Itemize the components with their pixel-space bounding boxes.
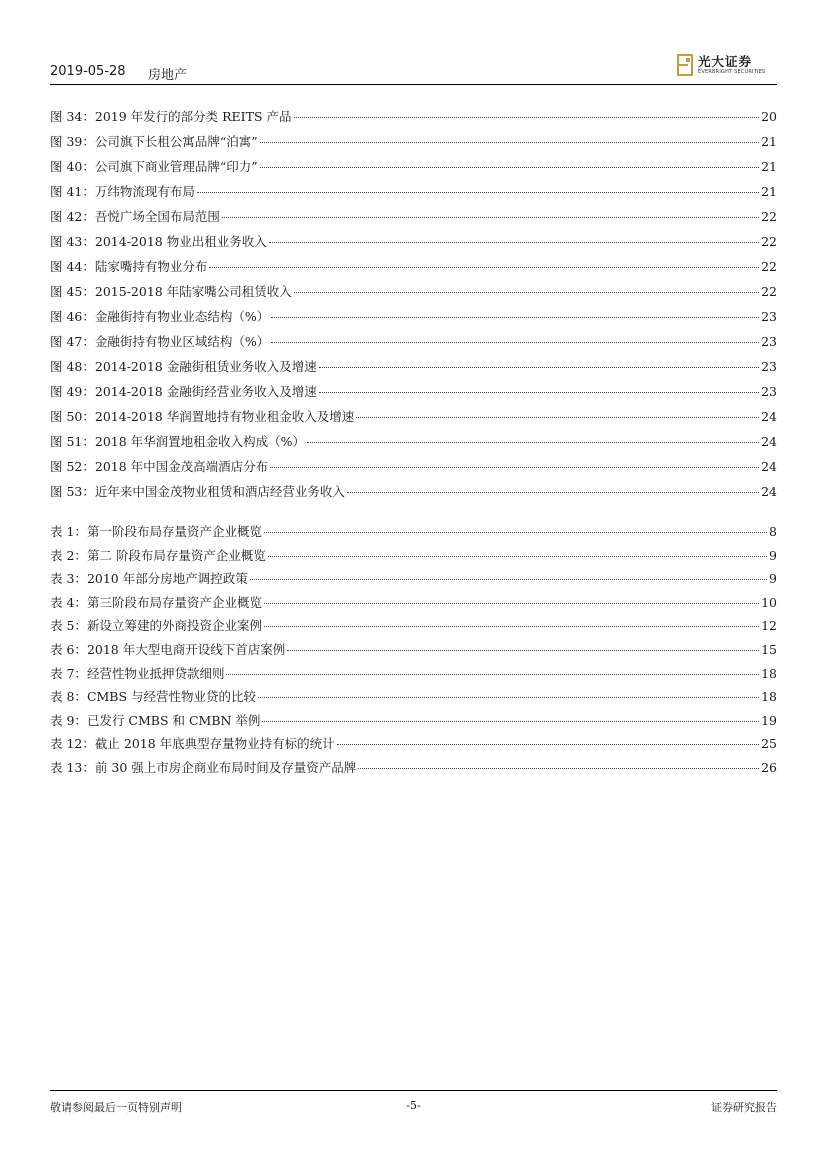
- toc-entry-title: 近年来中国金茂物业租赁和酒店经营业务收入: [94, 484, 345, 499]
- toc-entry-page: 9: [769, 571, 777, 587]
- toc-entry-page: 21: [761, 159, 777, 174]
- toc-entry-page: 23: [761, 359, 777, 374]
- toc-entry-title: 第三阶段布局存量资产企业概览: [86, 594, 262, 610]
- logo-english-name: EVERBRIGHT SECURITIES: [698, 69, 766, 75]
- figure-toc-entry[interactable]: [50, 454, 777, 479]
- toc-entry-page: 18: [761, 665, 777, 681]
- toc-leader-dots: [271, 342, 759, 343]
- toc-leader-dots: [260, 167, 759, 168]
- toc-entry-prefix: 图 50：: [50, 409, 95, 424]
- toc-entry-title: 吾悦广场全国布局范围: [94, 209, 220, 224]
- toc-entry-prefix: 图 47：: [50, 334, 95, 349]
- toc-leader-dots: [268, 556, 767, 557]
- toc-entry-page: 25: [761, 736, 777, 752]
- table-toc-entry[interactable]: [50, 638, 777, 662]
- toc-entry-prefix: 表 3：: [50, 571, 87, 587]
- toc-entry-page: 22: [761, 259, 777, 274]
- toc-entry-page: 20: [761, 109, 777, 124]
- toc-leader-dots: [319, 392, 759, 393]
- toc-entry-page: 23: [761, 309, 777, 324]
- report-type: 证券研究报告: [711, 1101, 777, 1114]
- toc-leader-dots: [264, 532, 767, 533]
- toc-entry-prefix: 图 41：: [50, 184, 95, 199]
- toc-entry-title: 截止 2018 年底典型存量物业持有标的统计: [94, 736, 335, 752]
- toc-entry-title: 前 30 强上市房企商业布局时间及存量资产品牌: [94, 759, 357, 775]
- toc-entry-prefix: 表 12：: [50, 736, 95, 752]
- figure-toc-entry[interactable]: [50, 304, 777, 329]
- toc-entry-page: 19: [761, 712, 777, 728]
- toc-entry-prefix: 表 4：: [50, 594, 87, 610]
- toc-entry-page: 26: [761, 759, 777, 775]
- toc-leader-dots: [347, 492, 759, 493]
- toc-entry-page: 9: [769, 547, 777, 563]
- toc-entry-page: 21: [761, 184, 777, 199]
- toc-entry-prefix: 图 34：: [50, 109, 95, 124]
- figure-toc-entry[interactable]: [50, 104, 777, 129]
- toc-entry-prefix: 图 51：: [50, 434, 95, 449]
- toc-entry-page: 10: [761, 594, 777, 610]
- toc-entry-title: 金融街持有物业业态结构（%）: [94, 309, 270, 324]
- toc-leader-dots: [250, 579, 767, 580]
- toc-entry-page: 22: [761, 234, 777, 249]
- toc-entry-page: 23: [761, 384, 777, 399]
- toc-entry-page: 22: [761, 209, 777, 224]
- toc-entry-title: 2014-2018 物业出租业务收入: [94, 234, 267, 249]
- table-toc-entry[interactable]: [50, 756, 777, 780]
- toc-leader-dots: [269, 242, 759, 243]
- table-toc-entry[interactable]: [50, 520, 777, 544]
- toc-leader-dots: [356, 417, 759, 418]
- toc-entry-page: 24: [761, 484, 777, 499]
- table-toc-entry[interactable]: [50, 614, 777, 638]
- toc-entry-prefix: 图 53：: [50, 484, 95, 499]
- figure-toc-entry[interactable]: [50, 279, 777, 304]
- page-header: [50, 50, 777, 85]
- toc-entry-title: 金融街持有物业区域结构（%）: [94, 334, 270, 349]
- table-toc-entry[interactable]: [50, 662, 777, 686]
- toc-entry-prefix: 图 39：: [50, 134, 95, 149]
- report-sector: 房地产: [148, 68, 188, 83]
- toc-leader-dots: [260, 142, 759, 143]
- toc-entry-prefix: 表 9：: [50, 712, 87, 728]
- toc-entry-prefix: 图 48：: [50, 359, 95, 374]
- toc-entry-prefix: 图 40：: [50, 159, 95, 174]
- toc-leader-dots: [287, 650, 759, 651]
- toc-entry-title: 经营性物业抵押贷款细则: [86, 665, 225, 681]
- toc-entry-page: 21: [761, 134, 777, 149]
- toc-leader-dots: [226, 674, 759, 675]
- everbright-logo-icon: [677, 54, 693, 76]
- toc-leader-dots: [262, 721, 759, 722]
- toc-leader-dots: [294, 292, 759, 293]
- toc-entry-page: 24: [761, 459, 777, 474]
- toc-entry-prefix: 表 8：: [50, 689, 87, 705]
- toc-entry-title: 2018 年中国金茂高端酒店分布: [94, 459, 269, 474]
- toc-entry-title: 已发行 CMBS 和 CMBN 举例: [86, 712, 261, 728]
- toc-entry-title: 第一阶段布局存量资产企业概览: [86, 524, 262, 539]
- toc-entry-prefix: 图 45：: [50, 284, 95, 299]
- toc-entry-prefix: 图 44：: [50, 259, 95, 274]
- toc-entry-title: 陆家嘴持有物业分布: [94, 259, 208, 274]
- footer-disclaimer: 敬请参阅最后一页特别声明: [50, 1101, 182, 1114]
- figure-toc-entry[interactable]: [50, 379, 777, 404]
- figure-toc-entry[interactable]: [50, 329, 777, 354]
- toc-entry-title: 2018 年大型电商开设线下首店案例: [86, 641, 286, 657]
- toc-leader-dots: [197, 192, 759, 193]
- toc-entry-title: 2015-2018 年陆家嘴公司租赁收入: [94, 284, 292, 299]
- report-date: 2019-05-28: [50, 64, 126, 79]
- toc-leader-dots: [271, 317, 759, 318]
- figure-toc-entry[interactable]: [50, 204, 777, 229]
- table-toc-entry[interactable]: [50, 709, 777, 733]
- toc-entry-title: 第二 阶段布局存量资产企业概览: [86, 547, 266, 563]
- toc-entry-title: 新设立筹建的外商投资企业案例: [86, 618, 262, 634]
- toc-entry-prefix: 表 5：: [50, 618, 87, 634]
- toc-leader-dots: [319, 367, 759, 368]
- toc-entry-page: 23: [761, 334, 777, 349]
- toc-entry-title: 公司旗下长租公寓品牌“泊寓”: [94, 134, 258, 149]
- table-list: [50, 520, 777, 780]
- figure-list: [50, 104, 777, 504]
- figure-toc-entry[interactable]: [50, 254, 777, 279]
- toc-leader-dots: [209, 267, 759, 268]
- toc-leader-dots: [222, 217, 759, 218]
- toc-entry-prefix: 表 13：: [50, 759, 95, 775]
- toc-entry-page: 24: [761, 434, 777, 449]
- toc-entry-title: 万纬物流现有布局: [94, 184, 195, 199]
- toc-entry-page: 15: [761, 641, 777, 657]
- toc-leader-dots: [264, 603, 759, 604]
- toc-leader-dots: [358, 768, 759, 769]
- table-toc-entry[interactable]: [50, 567, 777, 591]
- toc-entry-title: 2019 年发行的部分类 REITS 产品: [94, 109, 292, 124]
- toc-entry-title: 2014-2018 金融街经营业务收入及增速: [94, 384, 317, 399]
- brand-logo: [677, 52, 777, 78]
- toc-entry-prefix: 图 46：: [50, 309, 95, 324]
- figure-toc-entry[interactable]: [50, 179, 777, 204]
- figure-toc-entry[interactable]: [50, 229, 777, 254]
- toc-leader-dots: [307, 442, 759, 443]
- figure-toc-entry[interactable]: [50, 479, 777, 504]
- toc-entry-prefix: 表 6：: [50, 641, 87, 657]
- page-footer: [50, 1090, 777, 1117]
- figure-toc-entry[interactable]: [50, 354, 777, 379]
- table-toc-entry[interactable]: [50, 732, 777, 756]
- toc-entry-title: 2014-2018 华润置地持有物业租金收入及增速: [94, 409, 355, 424]
- page-number: -5-: [406, 1099, 421, 1112]
- toc-entry-title: 2018 年华润置地租金收入构成（%）: [94, 434, 306, 449]
- figure-toc-entry[interactable]: [50, 429, 777, 454]
- toc-entry-page: 12: [761, 618, 777, 634]
- toc-entry-prefix: 图 42：: [50, 209, 95, 224]
- toc-entry-prefix: 图 52：: [50, 459, 95, 474]
- toc-leader-dots: [258, 697, 759, 698]
- figure-toc-entry[interactable]: [50, 129, 777, 154]
- toc-leader-dots: [294, 117, 760, 118]
- table-toc-entry[interactable]: [50, 591, 777, 615]
- table-toc-entry[interactable]: [50, 685, 777, 709]
- toc-leader-dots: [337, 744, 759, 745]
- logo-chinese-name: 光大证券: [698, 54, 753, 69]
- toc-entry-prefix: 图 43：: [50, 234, 95, 249]
- toc-leader-dots: [270, 467, 759, 468]
- toc-entry-page: 8: [769, 524, 777, 539]
- toc-entry-title: 2010 年部分房地产调控政策: [86, 571, 248, 587]
- toc-entry-title: 公司旗下商业管理品牌“印力”: [94, 159, 258, 174]
- figure-toc-entry[interactable]: [50, 154, 777, 179]
- toc-entry-page: 24: [761, 409, 777, 424]
- toc-entry-title: 2014-2018 金融街租赁业务收入及增速: [94, 359, 317, 374]
- table-toc-entry[interactable]: [50, 544, 777, 568]
- toc-entry-prefix: 表 2：: [50, 547, 87, 563]
- toc-entry-page: 18: [761, 689, 777, 705]
- toc-leader-dots: [264, 626, 759, 627]
- figure-toc-entry[interactable]: [50, 404, 777, 429]
- toc-entry-prefix: 表 1：: [50, 524, 87, 539]
- toc-entry-prefix: 图 49：: [50, 384, 95, 399]
- toc-entry-page: 22: [761, 284, 777, 299]
- toc-entry-title: CMBS 与经营性物业贷的比较: [86, 689, 257, 705]
- toc-entry-prefix: 表 7：: [50, 665, 87, 681]
